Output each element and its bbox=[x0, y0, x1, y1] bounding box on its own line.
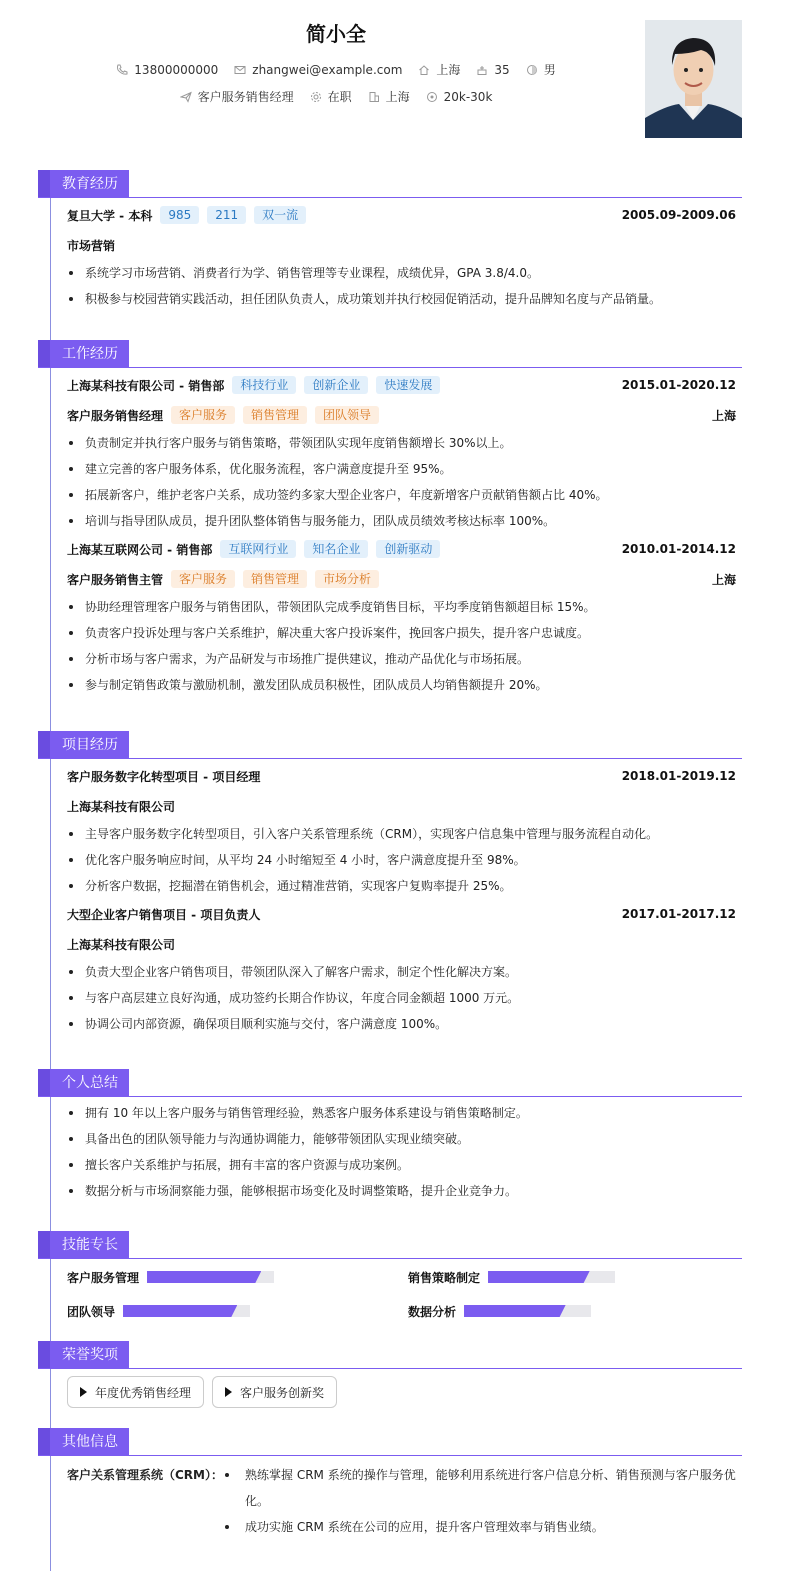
section-divider bbox=[38, 1455, 742, 1456]
play-icon bbox=[225, 1387, 232, 1397]
skill-bar bbox=[147, 1271, 274, 1283]
other-title: 其他信息 bbox=[38, 1428, 129, 1456]
skill-name: 客户服务管理 bbox=[67, 1270, 140, 1285]
age-info bbox=[476, 63, 509, 77]
company-tag: 创新驱动 bbox=[376, 540, 440, 558]
phone-icon bbox=[116, 64, 128, 76]
company-tag: 创新企业 bbox=[304, 376, 368, 394]
phone-info bbox=[116, 63, 218, 77]
awards-list bbox=[67, 1369, 736, 1408]
project-org-row bbox=[67, 791, 736, 821]
project-row bbox=[67, 899, 736, 929]
company-name: 上海某互联网公司 - 销售部 bbox=[67, 542, 213, 557]
gender-value: 男 bbox=[543, 63, 556, 77]
section-header bbox=[38, 1069, 742, 1097]
section-header bbox=[38, 170, 742, 198]
section-divider bbox=[38, 1258, 742, 1259]
section-divider bbox=[38, 1096, 742, 1097]
cake-icon bbox=[476, 64, 488, 76]
gender-info bbox=[526, 61, 556, 78]
role-tag: 市场分析 bbox=[315, 570, 379, 588]
list-item: 成功实施 CRM 系统在公司的应用，提升客户管理效率与销售业绩。 bbox=[223, 1514, 736, 1540]
skill-bar-fill bbox=[488, 1271, 590, 1283]
major-row bbox=[67, 230, 736, 260]
phone-number: 13800000000 bbox=[134, 62, 219, 77]
list-item: 拥有 10 年以上客户服务与销售管理经验，熟悉客户服务体系建设与销售策略制定。 bbox=[67, 1100, 736, 1126]
skill-name: 销售策略制定 bbox=[408, 1270, 481, 1285]
status-value: 在职 bbox=[327, 90, 352, 104]
section-header bbox=[38, 1231, 742, 1259]
section-header bbox=[38, 1428, 742, 1456]
company-tag: 互联网行业 bbox=[220, 540, 296, 558]
city-info bbox=[418, 61, 460, 78]
list-item: 负责客户投诉处理与客户关系维护，解决重大客户投诉案件，挽回客户损失，提升客户忠诚度。 bbox=[67, 620, 736, 646]
salary-info bbox=[426, 90, 493, 104]
target-city-info bbox=[368, 88, 410, 105]
list-item: 具备出色的团队领导能力与沟通协调能力，能够带领团队实现业绩突破。 bbox=[67, 1126, 736, 1152]
school-tag: 双一流 bbox=[254, 206, 306, 224]
company-tag: 科技行业 bbox=[232, 376, 296, 394]
awards-title: 荣誉奖项 bbox=[38, 1341, 129, 1369]
role-tag: 客户服务 bbox=[171, 570, 235, 588]
project-bullets bbox=[67, 821, 736, 899]
resume-header bbox=[0, 0, 794, 150]
project-date: 2017.01-2017.12 bbox=[621, 907, 736, 921]
other-key: 客户关系管理系统（CRM）： bbox=[67, 1468, 223, 1482]
salary-value: 20k-30k bbox=[443, 89, 493, 104]
other-bullets bbox=[223, 1462, 736, 1540]
school-tag: 211 bbox=[207, 206, 246, 224]
work-company-row bbox=[67, 534, 736, 564]
list-item: 参与制定销售政策与激励机制，激发团队成员积极性，团队成员人均销售额提升 20%。 bbox=[67, 672, 736, 698]
awards-section bbox=[38, 1341, 742, 1408]
job-target-value: 客户服务销售经理 bbox=[197, 90, 294, 104]
project-name: 大型企业客户销售项目 - 项目负责人 bbox=[67, 907, 261, 922]
coin-icon bbox=[426, 91, 438, 103]
city-value: 上海 bbox=[436, 63, 461, 77]
candidate-name: 简小全 bbox=[306, 22, 366, 46]
section-divider bbox=[38, 367, 742, 368]
education-date: 2005.09-2009.06 bbox=[621, 208, 736, 222]
award-item[interactable] bbox=[67, 1376, 204, 1408]
education-title: 教育经历 bbox=[38, 170, 129, 198]
building-icon bbox=[368, 91, 380, 103]
summary-section bbox=[38, 1069, 742, 1204]
job-title: 客户服务销售经理 bbox=[67, 408, 164, 423]
school-tag: 985 bbox=[160, 206, 199, 224]
school-name: 复旦大学 - 本科 bbox=[67, 208, 153, 223]
major-name: 市场营销 bbox=[67, 238, 116, 253]
project-org-row bbox=[67, 929, 736, 959]
age-value: 35 bbox=[494, 62, 510, 77]
award-label: 年度优秀销售经理 bbox=[95, 1385, 192, 1400]
list-item: 协调公司内部资源，确保项目顺利实施与交付，客户满意度 100%。 bbox=[67, 1011, 736, 1037]
list-item: 分析客户数据，挖掘潜在销售机会，通过精准营销，实现客户复购率提升 25%。 bbox=[67, 873, 736, 899]
work-bullets bbox=[67, 430, 736, 534]
work-city: 上海 bbox=[711, 572, 736, 587]
company-name: 上海某科技有限公司 - 销售部 bbox=[67, 378, 225, 393]
company-tag: 快速发展 bbox=[376, 376, 440, 394]
email-address: zhangwei@example.com bbox=[252, 62, 403, 77]
list-item: 培训与指导团队成员，提升团队整体销售与服务能力，团队成员绩效考核达标率 100%。 bbox=[67, 508, 736, 534]
project-name: 客户服务数字化转型项目 - 项目经理 bbox=[67, 769, 261, 784]
role-tag: 团队领导 bbox=[315, 406, 379, 424]
education-bullets bbox=[67, 260, 736, 312]
section-header bbox=[38, 731, 742, 759]
gear-icon bbox=[310, 91, 322, 103]
job-target-info bbox=[180, 88, 294, 105]
list-item: 擅长客户关系维护与拓展，拥有丰富的客户资源与成功案例。 bbox=[67, 1152, 736, 1178]
project-org: 上海某科技有限公司 bbox=[67, 799, 176, 814]
work-company-row bbox=[67, 370, 736, 400]
award-item[interactable] bbox=[212, 1376, 337, 1408]
status-info bbox=[310, 88, 352, 105]
list-item: 负责大型企业客户销售项目，带领团队深入了解客户需求，制定个性化解决方案。 bbox=[67, 959, 736, 985]
skill-item bbox=[67, 1260, 408, 1294]
skills-grid bbox=[67, 1260, 736, 1328]
work-section bbox=[38, 340, 742, 698]
skill-bar bbox=[464, 1305, 591, 1317]
work-title-row bbox=[67, 400, 736, 430]
list-item: 优化客户服务响应时间，从平均 24 小时缩短至 4 小时，客户满意度提升至 98%。 bbox=[67, 847, 736, 873]
work-bullets bbox=[67, 594, 736, 698]
gender-icon bbox=[526, 64, 538, 76]
list-item: 负责制定并执行客户服务与销售策略，带领团队实现年度销售额增长 30%以上。 bbox=[67, 430, 736, 456]
list-item: 与客户高层建立良好沟通，成功签约长期合作协议，年度合同金额超 1000 万元。 bbox=[67, 985, 736, 1011]
list-item: 主导客户服务数字化转型项目，引入客户关系管理系统（CRM），实现客户信息集中管理与服务流程自动化。 bbox=[67, 821, 736, 847]
skill-bar bbox=[488, 1271, 615, 1283]
project-row bbox=[67, 761, 736, 791]
list-item: 系统学习市场营销、消费者行为学、销售管理等专业课程，成绩优异，GPA 3.8/4.0。 bbox=[67, 260, 736, 286]
section-header bbox=[38, 1341, 742, 1369]
skill-item bbox=[408, 1260, 743, 1294]
other-item bbox=[67, 1456, 736, 1540]
contact-row bbox=[0, 61, 672, 78]
work-city: 上海 bbox=[711, 408, 736, 423]
list-item: 协助经理管理客户服务与销售团队，带领团队完成季度销售目标，平均季度销售额超目标 15%。 bbox=[67, 594, 736, 620]
list-item: 熟练掌握 CRM 系统的操作与管理，能够利用系统进行客户信息分析、销售预测与客户服务优化。 bbox=[223, 1462, 736, 1514]
education-row bbox=[67, 200, 736, 230]
list-item: 积极参与校园营销实践活动，担任团队负责人，成功策划并执行校园促销活动，提升品牌知名度与产品销量。 bbox=[67, 286, 736, 312]
summary-title: 个人总结 bbox=[38, 1069, 129, 1097]
projects-title: 项目经历 bbox=[38, 731, 129, 759]
skill-bar-fill bbox=[464, 1305, 566, 1317]
mail-icon bbox=[234, 64, 246, 76]
send-icon bbox=[180, 91, 192, 103]
summary-bullets bbox=[67, 1100, 736, 1204]
list-item: 分析市场与客户需求，为产品研发与市场推广提供建议，推动产品优化与市场拓展。 bbox=[67, 646, 736, 672]
role-tag: 销售管理 bbox=[243, 406, 307, 424]
home-icon bbox=[418, 64, 430, 76]
list-item: 建立完善的客户服务体系，优化服务流程，客户满意度提升至 95%。 bbox=[67, 456, 736, 482]
target-city-value: 上海 bbox=[385, 90, 410, 104]
project-bullets bbox=[67, 959, 736, 1037]
profile-photo bbox=[645, 20, 742, 138]
skill-bar-fill bbox=[147, 1271, 261, 1283]
work-date: 2010.01-2014.12 bbox=[621, 542, 736, 556]
projects-section bbox=[38, 731, 742, 1037]
project-date: 2018.01-2019.12 bbox=[621, 769, 736, 783]
job-intention-row bbox=[0, 88, 672, 105]
work-title: 工作经历 bbox=[38, 340, 129, 368]
role-tag: 销售管理 bbox=[243, 570, 307, 588]
work-date: 2015.01-2020.12 bbox=[621, 378, 736, 392]
award-label: 客户服务创新奖 bbox=[240, 1385, 325, 1400]
job-title: 客户服务销售主管 bbox=[67, 572, 164, 587]
skill-bar-fill bbox=[123, 1305, 237, 1317]
skills-title: 技能专长 bbox=[38, 1231, 129, 1259]
section-header bbox=[38, 340, 742, 368]
skill-name: 团队领导 bbox=[67, 1304, 116, 1319]
email-info bbox=[234, 63, 402, 77]
list-item: 拓展新客户，维护老客户关系，成功签约多家大型企业客户，年度新增客户贡献销售额占比 40%。 bbox=[67, 482, 736, 508]
play-icon bbox=[80, 1387, 87, 1397]
work-title-row bbox=[67, 564, 736, 594]
skill-bar bbox=[123, 1305, 250, 1317]
company-tag: 知名企业 bbox=[304, 540, 368, 558]
education-section bbox=[38, 170, 742, 312]
avatar-icon bbox=[645, 20, 742, 138]
section-divider bbox=[38, 197, 742, 198]
skill-item bbox=[67, 1294, 408, 1328]
list-item: 数据分析与市场洞察能力强，能够根据市场变化及时调整策略，提升企业竞争力。 bbox=[67, 1178, 736, 1204]
role-tag: 客户服务 bbox=[171, 406, 235, 424]
other-section bbox=[38, 1428, 742, 1540]
section-divider bbox=[38, 1368, 742, 1369]
skill-name: 数据分析 bbox=[408, 1304, 457, 1319]
section-divider bbox=[38, 758, 742, 759]
project-org: 上海某科技有限公司 bbox=[67, 937, 176, 952]
skill-item bbox=[408, 1294, 743, 1328]
skills-section bbox=[38, 1231, 742, 1328]
